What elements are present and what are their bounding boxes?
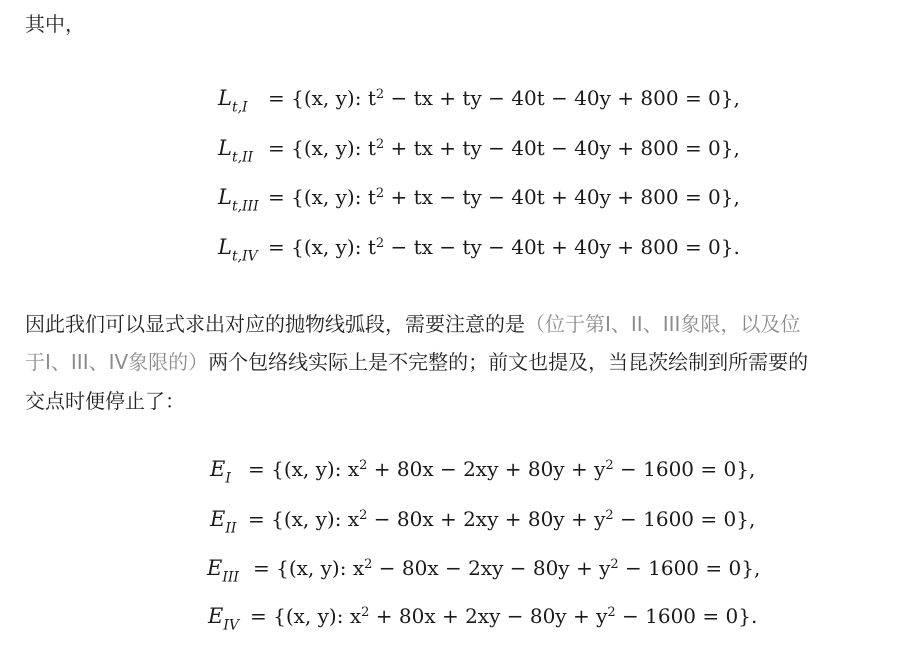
equation-body: = {(x, y): $x^2 - 80x - 2xy - 80y + y^2 - 1600 = 0$}, (253, 556, 761, 580)
paragraph-line-3: 交点时便停止了： (25, 389, 185, 413)
equation-body: = {(x, y): $x^2 + 80x + 2xy - 80y + y^2 - 1600 = 0$}. (250, 604, 758, 628)
equation-label: $L_{t,IV}$ (218, 235, 258, 265)
equation-body: = {(x, y): $t^2$ + tx − ty − 40t + 40y + 800 = 0}, (268, 185, 740, 209)
equation-label: $L_{t,II}$ (218, 136, 254, 166)
equation-label: $L_{t,I}$ (218, 86, 248, 116)
equation-label: $E_I$ (210, 457, 231, 487)
equation-body: = {(x, y): $x^2 - 80x + 2xy + 80y + y^2 - 1600 = 0$}, (248, 507, 756, 531)
equation-body: = {(x, y): $t^2$ + tx + ty − 40t − 40y + 800 = 0}, (268, 136, 740, 160)
equation-label: $E_{III}$ (207, 556, 239, 586)
paragraph-line-2: 于I、III、IV象限的）两个包络线实际上是不完整的；前文也提及，当昆茨绘制到所需要的 (25, 350, 809, 374)
paragraph-line-1: 因此我们可以显式求出对应的抛物线弧段，需要注意的是（位于第I、II、III象限，以及位 (25, 312, 801, 336)
equation-body: = {(x, y): $t^2$ − tx + ty − 40t − 40y + 800 = 0}, (268, 86, 740, 110)
equation-label: $L_{t,III}$ (218, 185, 259, 215)
equation-label: $E_{II}$ (210, 507, 237, 537)
intro-text: 其中， (25, 12, 85, 36)
equation-body: = {(x, y): $x^2 + 80x - 2xy + 80y + y^2 - 1600 = 0$}, (248, 457, 756, 481)
equation-body: = {(x, y): $t^2$ − tx − ty − 40t + 40y + 800 = 0}. (268, 235, 740, 259)
equation-label: $E_{IV}$ (208, 604, 239, 634)
